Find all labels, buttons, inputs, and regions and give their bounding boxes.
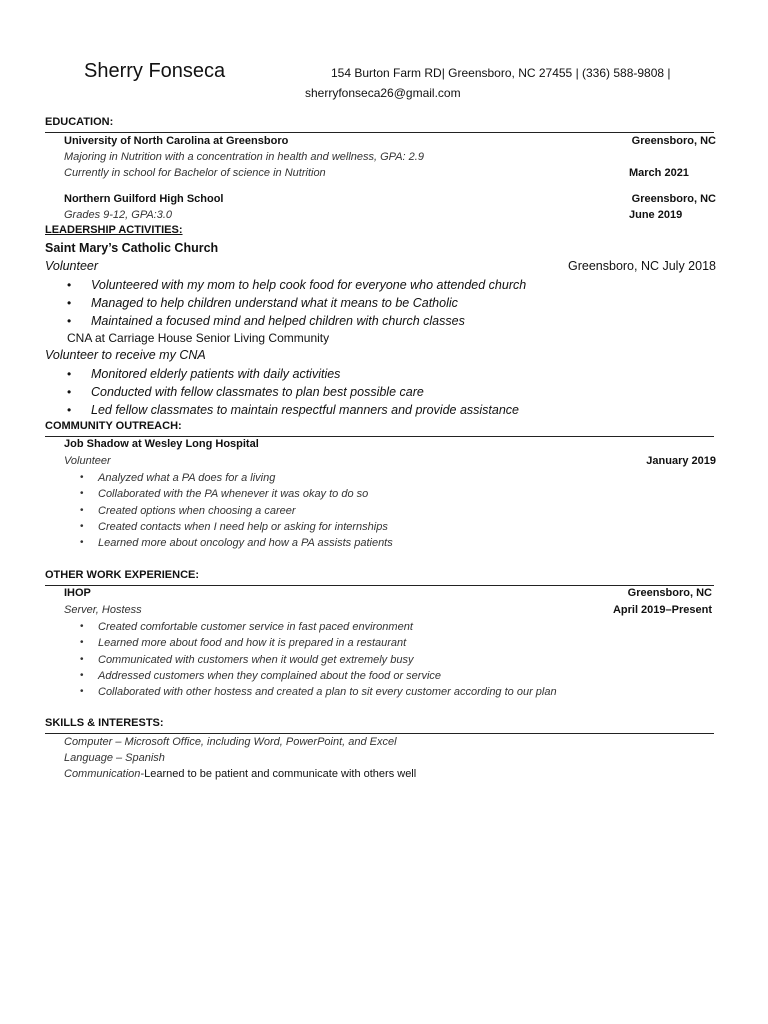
school-date: June 2019: [629, 209, 683, 221]
list-item: • Led fellow classmates to maintain respectful manners and provide assistance: [67, 403, 519, 417]
list-item: • Created options when choosing a career: [80, 504, 296, 517]
outreach-date: January 2019: [646, 455, 716, 467]
leadership-heading: LEADERSHIP ACTIVITIES:: [45, 224, 183, 236]
education-rule: [45, 132, 714, 133]
email: sherryfonseca26@gmail.com: [305, 86, 461, 100]
skills-heading: SKILLS & INTERESTS:: [45, 717, 164, 729]
list-item: • Learned more about food and how it is prepared in a restaurant: [80, 637, 407, 650]
skill-communication-label: Communication-: [64, 768, 145, 780]
skill-communication: [64, 768, 416, 780]
list-item: • Collaborated with the PA whenever it was okay to do so: [80, 488, 369, 501]
work-heading: OTHER WORK EXPERIENCE:: [45, 569, 200, 581]
outreach-title: Job Shadow at Wesley Long Hospital: [64, 438, 259, 450]
school-date: March 2021: [629, 167, 689, 179]
skills-rule: [45, 733, 714, 734]
school-name: University of North Carolina at Greensboro: [64, 135, 289, 147]
list-item: • Created contacts when I need help or asking for internships: [80, 520, 388, 533]
role: Volunteer: [64, 455, 111, 467]
list-item: • Maintained a focused mind and helped children with church classes: [67, 314, 465, 328]
skill-language: Language – Spanish: [64, 752, 165, 764]
list-item: • Managed to help children understand what it means to be Catholic: [67, 296, 458, 310]
school-detail: Majoring in Nutrition with a concentration in health and wellness, GPA: 2.9: [64, 151, 424, 163]
school-detail: Currently in school for Bachelor of science in Nutrition: [64, 167, 326, 179]
contact-line: 154 Burton Farm RD| Greensboro, NC 27455 | (336) 588-9808 |: [331, 66, 671, 80]
org-name: Saint Mary’s Catholic Church: [45, 241, 219, 255]
location-date: Greensboro, NC July 2018: [568, 259, 716, 273]
school-location: Greensboro, NC: [631, 135, 716, 147]
outreach-bullets: [64, 470, 393, 551]
role: Volunteer: [45, 259, 99, 273]
list-item: • Communicated with customers when it would get extremely busy: [80, 653, 414, 666]
outreach-rule: [45, 436, 714, 437]
list-item: • Volunteered with my mom to help cook food for everyone who attended church: [67, 278, 527, 292]
org-name: CNA at Carriage House Senior Living Community: [67, 331, 330, 345]
list-item: • Conducted with fellow classmates to plan best possible care: [67, 385, 424, 399]
list-item: • Addressed customers when they complained about the food or service: [80, 669, 442, 682]
role: Server, Hostess: [64, 604, 142, 616]
school-location: Greensboro, NC: [631, 193, 716, 205]
leadership-bullets-2: [45, 365, 519, 419]
education-heading: EDUCATION:: [45, 116, 114, 128]
work-bullets: [64, 619, 557, 700]
outreach-heading: COMMUNITY OUTREACH:: [45, 420, 182, 432]
work-location: Greensboro, NC: [627, 587, 712, 599]
role: Volunteer to receive my CNA: [45, 348, 206, 362]
skill-communication-text: Learned to be patient and communicate with others well: [144, 768, 417, 780]
work-date: April 2019–Present: [612, 604, 712, 616]
list-item: • Created comfortable customer service in fast paced environment: [80, 621, 413, 633]
work-rule: [45, 585, 714, 586]
list-item: • Analyzed what a PA does for a living: [80, 472, 276, 484]
resume-name: Sherry Fonseca: [84, 60, 226, 82]
list-item: • Learned more about oncology and how a PA assists patients: [80, 537, 393, 550]
leadership-bullets: [45, 276, 526, 330]
school-name: Northern Guilford High School: [64, 193, 224, 205]
skill-computer: Computer – Microsoft Office, including Word, PowerPoint, and Excel: [64, 736, 397, 748]
list-item: • Monitored elderly patients with daily activities: [67, 367, 341, 381]
employer: IHOP: [64, 587, 91, 599]
list-item: • Collaborated with other hostess and created a plan to sit every customer according to our plan: [80, 686, 557, 699]
school-detail: Grades 9-12, GPA:3.0: [64, 209, 173, 221]
